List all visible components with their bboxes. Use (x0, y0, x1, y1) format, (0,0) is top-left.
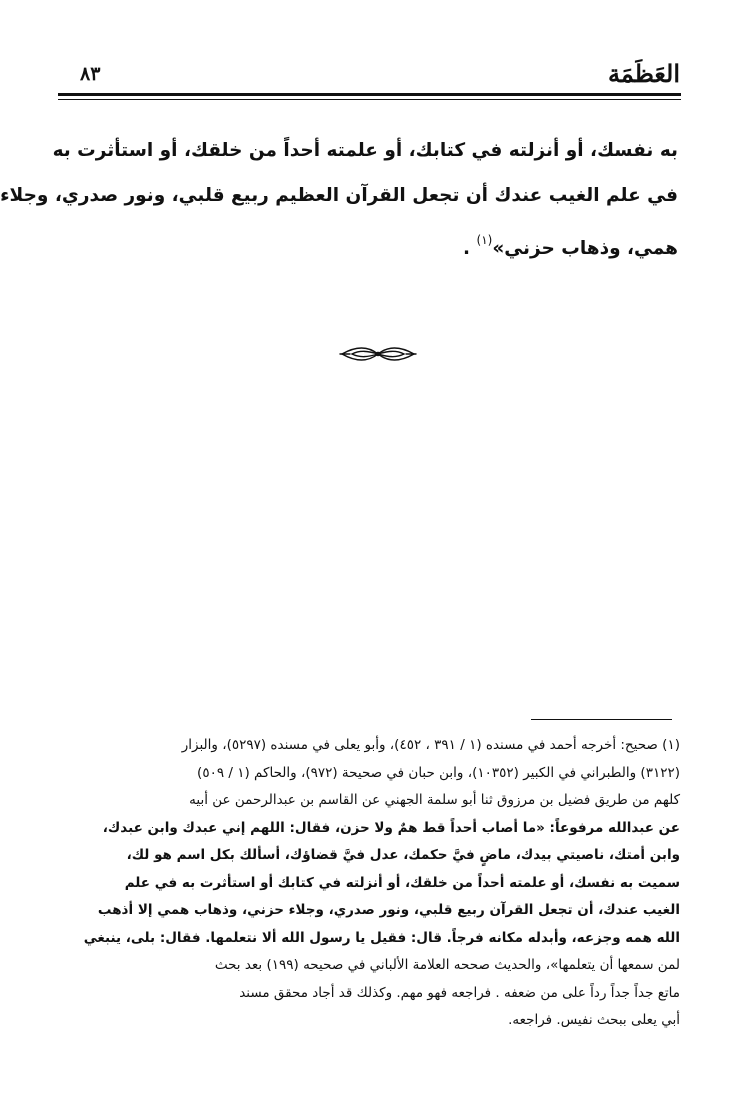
footnote-line: أبي يعلى ببحث نفيس. فراجعه. (508, 1012, 680, 1028)
main-text-fragment: همي، وذهاب حزني» (492, 238, 678, 259)
footnote-line: عن عبدالله مرفوعاً: «ما أصاب أحداً قط همٌ ولا حزن، فقال: اللهم إني عبدك وابن عبدك، (102, 819, 680, 836)
main-text-line: في علم الغيب عندك أن تجعل القرآن العظيم ربيع قلبي، ونور صدري، وجلاء (0, 185, 678, 206)
footnotes (75, 732, 680, 1035)
footnote-separator (531, 719, 672, 720)
calligraphic-flourish-icon (338, 344, 418, 364)
main-text-line-last (78, 218, 678, 271)
header-rule-thick (58, 93, 681, 96)
footnote-line: وابن أمتك، ناصيتي بيدك، ماضٍ فيَّ حكمك، عدل فيَّ قضاؤك، أسألك بكل اسم هو لك، (126, 847, 680, 863)
footnote-reference: (١) (476, 233, 493, 247)
main-text-line: به نفسك، أو أنزلته في كتابك، أو علمته أحداً من خلقك، أو استأثرت به (52, 140, 678, 161)
footnote-line: (١) صحيح: أخرجه أحمد في مسنده (١ / ٣٩١ ، ٤٥٢)، وأبو يعلى في مسنده (٥٢٩٧)، والبزار (181, 737, 680, 753)
footnote-line: سميت به نفسك، أو علمته أحداً من خلقك، أو أنزلته في كتابك أو استأثرت به في علم (124, 874, 680, 891)
page-number: ٨٣ (80, 63, 101, 85)
footnote-line: لمن سمعها أن يتعلمها»، والحديث صححه العلامة الألباني في صحيحه (١٩٩) بعد بحث (214, 957, 680, 973)
page-header (60, 58, 680, 92)
footnote-line: الغيب عندك، أن تجعل القرآن ربيع قلبي، ونور صدري، وجلاء حزني، وذهاب همي إلا أذهب (97, 902, 680, 918)
footnote-line: (٣١٢٢) والطبراني في الكبير (١٠٣٥٢)، وابن حبان في صحيحة (٩٧٢)، والحاكم (١ / ٥٠٩) (197, 764, 680, 781)
footnote-line: كلهم من طريق فضيل بن مرزوق ثنا أبو سلمة الجهني عن القاسم بن عبدالرحمن عن أبيه (189, 792, 680, 808)
footnote-line: الله همه وجزعه، وأبدله مكانه فرجاً. قال: فقيل يا رسول الله ألا نتعلمها. فقال: بلى، ينبغي (83, 929, 680, 946)
running-title: العَظَمَة (608, 59, 680, 88)
header-rule-thin (58, 99, 681, 100)
footnote-line: ماتع جداً جداً رداً على من ضعفه . فراجعه فهو مهم. وكذلك قد أجاد محقق مسند (239, 984, 680, 1001)
end-mark: . (463, 238, 471, 259)
main-text (0, 128, 678, 271)
